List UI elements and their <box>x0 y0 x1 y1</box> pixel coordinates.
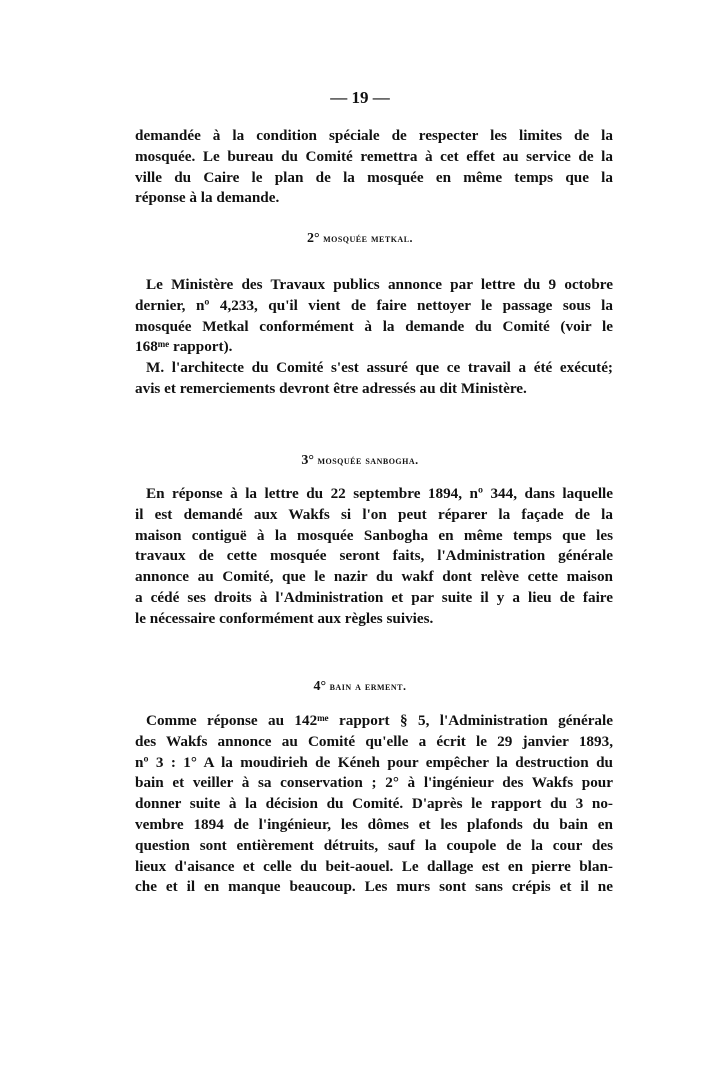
heading-title: mosquée metkal. <box>323 231 414 245</box>
section-heading-sanbogha <box>0 453 720 469</box>
text-line: M. l'architecte du Comité s'est assuré que ce travail a été exécuté; <box>146 359 613 377</box>
heading-title: mosquée sanbogha. <box>317 453 419 467</box>
text-line: En réponse à la lettre du 22 septembre 1894, nº 344, dans laquelle <box>146 485 613 502</box>
heading-number: 4° <box>313 679 327 694</box>
page-number: — 19 — <box>330 88 390 107</box>
heading-number: 2° <box>306 231 320 246</box>
text-line: demandée à la condition spéciale de respecter les limites de la <box>135 127 613 144</box>
text-line: il est demandé aux Wakfs si l'on peut réparer la façade de la <box>135 505 613 523</box>
text-line: dernier, nº 4,233, qu'il vient de faire nettoyer le passage sous la <box>135 296 613 314</box>
text-line: avis et remerciements devront être adressés au dit Ministère. <box>135 379 527 397</box>
text-line: lieux d'aisance et celle du beit-aouel. Le dallage est en pierre blan- <box>135 857 613 875</box>
paragraph-erment <box>135 711 613 898</box>
text-line: bain et veiller à sa conservation ; 2° à l'ingénieur des Wakfs pour <box>135 774 613 792</box>
text-line: réponse à la demande. <box>135 189 280 207</box>
heading-title: bain a erment. <box>329 679 407 693</box>
paragraph-sanbogha <box>135 484 613 630</box>
text-line: nº 3 : 1° A la moudirieh de Kéneh pour empêcher la destruction du <box>135 753 613 771</box>
text-line: des Wakfs annonce au Comité qu'elle a écrit le 29 janvier 1893, <box>135 732 613 750</box>
text-line: annonce au Comité, que le nazir du wakf dont relève cette maison <box>135 568 613 586</box>
paragraph-metkal <box>135 275 613 400</box>
text-line: che et il en manque beaucoup. Les murs sont sans crépis et il ne <box>135 878 613 896</box>
text-line: mosquée Metkal conformément à la demande du Comité (voir le <box>135 317 613 335</box>
text-line: maison contiguë à la mosquée Sanbogha en même temps que les <box>135 526 613 544</box>
text-line: donner suite à la décision du Comité. D'après le rapport du 3 no- <box>135 795 613 813</box>
text-line: travaux de cette mosquée seront faits, l'Administration générale <box>135 547 613 565</box>
text-line: vembre 1894 de l'ingénieur, les dômes et les plafonds du bain en <box>135 815 613 833</box>
text-line: mosquée. Le bureau du Comité remettra à cet effet au service de la <box>135 147 613 165</box>
paragraph-continuation <box>135 126 613 209</box>
text-line: a cédé ses droits à l'Administration et par suite il y a lieu de faire <box>135 588 613 606</box>
text-line: le nécessaire conformément aux règles suivies. <box>135 609 434 627</box>
section-heading-erment <box>0 679 720 695</box>
text-line: Le Ministère des Travaux publics annonce par lettre du 9 octobre <box>146 276 613 293</box>
section-heading-metkal <box>0 231 720 247</box>
heading-number: 3° <box>301 453 314 468</box>
text-line: Comme réponse au 142ᵐᵉ rapport § 5, l'Administration générale <box>146 712 613 729</box>
text-line: ville du Caire le plan de la mosquée en même temps que la <box>135 168 613 186</box>
text-line: question sont entièrement détruits, sauf la coupole de la cour des <box>135 836 613 854</box>
text-line: 168ᵐᵉ rapport). <box>135 338 233 356</box>
